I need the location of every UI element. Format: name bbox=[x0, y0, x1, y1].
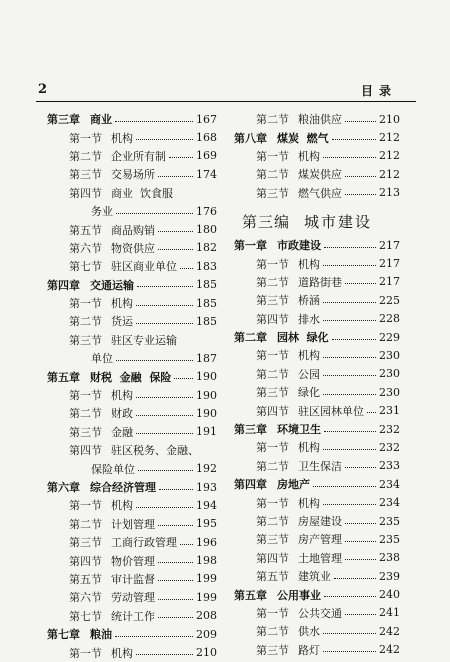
toc-entry-label: 第一节 bbox=[69, 389, 102, 403]
toc-entry-label: 第一节 bbox=[69, 297, 102, 311]
dot-leader bbox=[136, 433, 193, 434]
dot-leader bbox=[115, 636, 193, 637]
toc-entry-page: 183 bbox=[196, 259, 217, 273]
toc-entry-title: 机构 bbox=[111, 297, 133, 311]
dot-leader bbox=[323, 375, 376, 376]
toc-entry-label: 第三节 bbox=[256, 186, 289, 200]
dot-leader bbox=[345, 523, 376, 524]
toc-entry-title: 绿化 bbox=[298, 386, 320, 400]
toc-chapter-entry[interactable] bbox=[47, 625, 217, 643]
toc-section-entry[interactable] bbox=[234, 622, 400, 640]
toc-chapter-entry[interactable] bbox=[234, 328, 400, 346]
toc-entry-title: 机构 bbox=[298, 349, 320, 363]
dot-leader bbox=[345, 283, 376, 284]
toc-entry-title: 企业所有制 bbox=[111, 149, 166, 163]
toc-entry-title: 商业 饮食服 bbox=[111, 186, 173, 200]
dot-leader bbox=[136, 323, 193, 324]
toc-chapter-entry[interactable] bbox=[47, 276, 217, 294]
dot-leader bbox=[332, 339, 376, 340]
dot-leader bbox=[323, 157, 376, 158]
toc-entry-page: 169 bbox=[196, 149, 217, 163]
toc-entry-page: 234 bbox=[379, 496, 400, 510]
toc-entry-page: 185 bbox=[196, 314, 217, 328]
toc-section-entry[interactable] bbox=[234, 512, 400, 530]
toc-entry-label: 第三节 bbox=[256, 386, 289, 400]
toc-entry-title: 煤炭 燃气 bbox=[277, 131, 329, 145]
toc-entry-label: 第三节 bbox=[256, 643, 289, 657]
toc-entry-title: 土地管理 bbox=[298, 551, 342, 565]
toc-entry-page: 217 bbox=[379, 257, 400, 271]
toc-entry-page: 210 bbox=[196, 646, 217, 660]
toc-entry-page: 228 bbox=[379, 312, 400, 326]
toc-entry-title: 驻区专业运输 bbox=[111, 333, 177, 347]
toc-entry-label: 第一节 bbox=[69, 646, 102, 660]
toc-entry-page: 198 bbox=[196, 554, 217, 568]
toc-entry-label: 第五节 bbox=[256, 570, 289, 584]
dot-leader bbox=[136, 305, 193, 306]
toc-entry-page: 185 bbox=[196, 278, 217, 292]
toc-entry-label: 第三节 bbox=[69, 168, 102, 182]
dot-leader bbox=[345, 467, 376, 468]
dot-leader bbox=[115, 121, 193, 122]
dot-leader bbox=[323, 449, 376, 450]
toc-entry-title: 物价管理 bbox=[111, 554, 155, 568]
toc-entry-title: 务业 bbox=[91, 205, 113, 219]
dot-leader bbox=[158, 231, 193, 232]
toc-entry-page: 230 bbox=[379, 348, 400, 362]
toc-section-entry[interactable] bbox=[47, 165, 217, 183]
toc-entry-page: 225 bbox=[379, 293, 400, 307]
toc-chapter-entry[interactable] bbox=[234, 475, 400, 493]
toc-entry-title: 路灯 bbox=[298, 643, 320, 657]
toc-entry-label: 第三节 bbox=[256, 294, 289, 308]
toc-entry-label: 第六章 bbox=[47, 481, 80, 494]
toc-entry-page: 230 bbox=[379, 367, 400, 381]
toc-entry-page: 190 bbox=[196, 406, 217, 420]
toc-entry-label: 第四节 bbox=[256, 312, 289, 326]
toc-entry-page: 210 bbox=[379, 112, 400, 126]
toc-entry-title: 环境卫生 bbox=[277, 423, 321, 437]
toc-entry-label: 第三章 bbox=[234, 423, 267, 437]
toc-entry-title: 机构 bbox=[298, 441, 320, 455]
dot-leader bbox=[136, 415, 193, 416]
toc-entry-label: 第四节 bbox=[69, 554, 102, 568]
toc-entry-title: 公用事业 bbox=[277, 588, 321, 602]
toc-entry-title: 金融 bbox=[111, 425, 133, 439]
toc-section-entry[interactable] bbox=[234, 438, 400, 456]
toc-entry-title: 单位 bbox=[91, 352, 113, 366]
toc-entry-page: 229 bbox=[379, 330, 400, 344]
toc-entry-label: 第二节 bbox=[256, 275, 289, 289]
toc-entry-page: 192 bbox=[196, 462, 217, 476]
toc-section-entry[interactable] bbox=[47, 570, 217, 588]
toc-entry-title: 商业 bbox=[90, 113, 112, 127]
toc-entry-page: 187 bbox=[196, 351, 217, 365]
dot-leader bbox=[324, 247, 376, 248]
toc-section-entry[interactable] bbox=[47, 147, 217, 165]
toc-entry-page: 232 bbox=[379, 422, 400, 436]
toc-entry-page: 231 bbox=[379, 404, 400, 418]
dot-leader bbox=[169, 157, 193, 158]
toc-section-entry[interactable] bbox=[47, 386, 217, 404]
toc-section-entry[interactable] bbox=[47, 588, 217, 606]
toc-entry-title: 房地产 bbox=[277, 478, 310, 492]
dot-leader bbox=[137, 286, 193, 287]
dot-leader bbox=[158, 617, 193, 618]
toc-entry-label: 第二节 bbox=[256, 168, 289, 182]
toc-entry-page: 234 bbox=[379, 477, 400, 491]
toc-entry-title: 机构 bbox=[111, 499, 133, 513]
toc-entry-title: 公园 bbox=[298, 367, 320, 381]
dot-leader bbox=[158, 249, 193, 250]
toc-entry-title: 机构 bbox=[298, 257, 320, 271]
dot-leader bbox=[180, 544, 193, 545]
toc-chapter-entry[interactable] bbox=[47, 367, 217, 385]
toc-right-column bbox=[234, 110, 400, 659]
toc-section-entry[interactable] bbox=[234, 641, 400, 659]
toc-entry-page: 190 bbox=[196, 388, 217, 402]
toc-entry-label: 第三节 bbox=[69, 333, 102, 347]
toc-entry-page: 174 bbox=[196, 167, 217, 181]
toc-section-entry[interactable] bbox=[234, 110, 400, 128]
toc-section-entry[interactable] bbox=[234, 604, 400, 622]
toc-section-entry[interactable] bbox=[234, 291, 400, 309]
toc-section-entry[interactable] bbox=[47, 184, 217, 202]
dot-leader bbox=[158, 562, 193, 563]
dot-leader bbox=[158, 599, 193, 600]
toc-entry-title: 卫生保洁 bbox=[298, 459, 342, 473]
dot-leader bbox=[323, 265, 376, 266]
toc-entry-page: 235 bbox=[379, 514, 400, 528]
toc-entry-label: 第六节 bbox=[69, 241, 102, 255]
toc-entry-title: 驻区园林单位 bbox=[298, 404, 364, 418]
toc-cont-entry[interactable] bbox=[47, 459, 217, 477]
dot-leader bbox=[345, 541, 376, 542]
toc-entry-title: 供水 bbox=[298, 625, 320, 639]
toc-entry-label: 第四章 bbox=[234, 478, 267, 492]
toc-entry-label: 第四节 bbox=[256, 551, 289, 565]
running-head: 目录 bbox=[361, 84, 398, 98]
dot-leader bbox=[324, 431, 376, 432]
toc-entry-title: 统计工作 bbox=[111, 609, 155, 623]
toc-entry-label: 第一节 bbox=[69, 499, 102, 513]
toc-entry-title: 市政建设 bbox=[277, 239, 321, 253]
toc-entry-label: 第二节 bbox=[69, 315, 102, 329]
toc-entry-label: 第七节 bbox=[69, 260, 102, 274]
toc-entry-label: 第六节 bbox=[69, 591, 102, 605]
toc-entry-label: 第四章 bbox=[47, 278, 80, 292]
toc-section-entry[interactable] bbox=[234, 549, 400, 567]
toc-entry-page: 232 bbox=[379, 440, 400, 454]
toc-entry-label: 第一章 bbox=[234, 239, 267, 253]
dot-leader bbox=[323, 651, 376, 652]
header-rule bbox=[36, 101, 416, 102]
toc-entry-page: 238 bbox=[379, 551, 400, 565]
toc-entry-title: 房产管理 bbox=[298, 533, 342, 547]
toc-entry-title: 综合经济管理 bbox=[90, 481, 156, 494]
toc-entry-page: 241 bbox=[379, 606, 400, 620]
toc-section-entry[interactable] bbox=[234, 310, 400, 328]
toc-entry-page: 180 bbox=[196, 223, 217, 237]
dot-leader bbox=[323, 302, 376, 303]
toc-entry-title: 建筑业 bbox=[298, 570, 331, 584]
toc-entry-page: 240 bbox=[379, 588, 400, 602]
toc-left-column bbox=[47, 110, 217, 662]
toc-entry-page: 193 bbox=[196, 480, 217, 494]
toc-section-entry[interactable] bbox=[47, 220, 217, 238]
toc-entry-title: 道路街巷 bbox=[298, 275, 342, 289]
toc-entry-page: 212 bbox=[379, 131, 400, 145]
toc-entry-page: 168 bbox=[196, 131, 217, 145]
dot-leader bbox=[345, 559, 376, 560]
toc-entry-page: 209 bbox=[196, 627, 217, 641]
dot-leader bbox=[158, 525, 193, 526]
toc-entry-title: 驻区税务、金融、 bbox=[111, 444, 199, 458]
toc-entry-title: 机构 bbox=[111, 646, 133, 660]
toc-entry-label: 第二章 bbox=[234, 331, 267, 345]
toc-entry-label: 第五章 bbox=[234, 588, 267, 602]
toc-entry-label: 第四节 bbox=[256, 404, 289, 418]
dot-leader bbox=[136, 507, 193, 508]
toc-entry-page: 217 bbox=[379, 275, 400, 289]
dot-leader bbox=[158, 176, 193, 177]
toc-entry-label: 第一节 bbox=[256, 606, 289, 620]
toc-section-entry[interactable] bbox=[47, 423, 217, 441]
toc-section-entry[interactable] bbox=[234, 401, 400, 419]
toc-entry-title: 保险单位 bbox=[91, 462, 135, 476]
toc-chapter-entry[interactable] bbox=[234, 420, 400, 438]
toc-section-entry[interactable] bbox=[234, 147, 400, 165]
toc-entry-title: 物资供应 bbox=[111, 241, 155, 255]
dot-leader bbox=[323, 633, 376, 634]
toc-entry-title: 粮油供应 bbox=[298, 113, 342, 127]
toc-entry-page: 167 bbox=[196, 112, 217, 126]
dot-leader bbox=[323, 320, 376, 321]
dot-leader bbox=[345, 176, 376, 177]
toc-entry-page: 242 bbox=[379, 624, 400, 638]
dot-leader bbox=[323, 394, 376, 395]
toc-entry-title: 园林 绿化 bbox=[277, 331, 329, 345]
toc-entry-label: 第二节 bbox=[256, 515, 289, 528]
toc-entry-label: 第二节 bbox=[69, 407, 102, 421]
toc-entry-page: 190 bbox=[196, 370, 217, 384]
toc-entry-label: 第五节 bbox=[69, 572, 102, 586]
dot-leader bbox=[332, 139, 376, 140]
toc-entry-title: 财税 金融 保险 bbox=[90, 370, 172, 384]
toc-entry-title: 驻区商业单位 bbox=[111, 260, 177, 274]
toc-entry-title: 交通运输 bbox=[90, 278, 134, 292]
toc-entry-title: 机构 bbox=[111, 131, 133, 145]
toc-section-entry[interactable] bbox=[234, 457, 400, 475]
dot-leader bbox=[313, 486, 376, 487]
toc-entry-title: 审计监督 bbox=[111, 572, 155, 586]
dot-leader bbox=[345, 194, 376, 195]
toc-entry-title: 公共交通 bbox=[298, 606, 342, 620]
toc-entry-label: 第二节 bbox=[256, 459, 289, 473]
toc-section-entry[interactable] bbox=[234, 383, 400, 401]
toc-entry-title: 交易场所 bbox=[111, 168, 155, 182]
toc-entry-page: 217 bbox=[379, 238, 400, 252]
toc-entry-label: 第四节 bbox=[69, 186, 102, 200]
toc-entry-page: 212 bbox=[379, 149, 400, 163]
dot-leader bbox=[159, 489, 193, 490]
toc-entry-title: 计划管理 bbox=[111, 517, 155, 531]
dot-leader bbox=[116, 360, 193, 361]
toc-entry-title: 机构 bbox=[298, 496, 320, 510]
toc-entry-label: 第三编 bbox=[242, 213, 291, 232]
dot-leader bbox=[324, 596, 376, 597]
dot-leader bbox=[323, 357, 376, 358]
toc-section-entry[interactable] bbox=[234, 567, 400, 585]
toc-entry-title: 机构 bbox=[111, 389, 133, 403]
dot-leader bbox=[180, 268, 193, 269]
toc-entry-label: 第七章 bbox=[47, 628, 80, 642]
toc-entry-title: 排水 bbox=[298, 312, 320, 326]
toc-entry-label: 第三节 bbox=[69, 425, 102, 439]
toc-entry-page: 230 bbox=[379, 385, 400, 399]
toc-section-entry[interactable] bbox=[47, 257, 217, 275]
dot-leader bbox=[345, 614, 376, 615]
toc-section-entry[interactable] bbox=[234, 165, 400, 183]
toc-entry-label: 第一节 bbox=[256, 257, 289, 271]
dot-leader bbox=[138, 470, 193, 471]
toc-entry-title: 桥涵 bbox=[298, 294, 320, 308]
toc-entry-label: 第一节 bbox=[256, 441, 289, 455]
toc-entry-page: 199 bbox=[196, 572, 217, 586]
toc-entry-title: 煤炭供应 bbox=[298, 168, 342, 182]
toc-section-entry[interactable] bbox=[47, 128, 217, 146]
toc-entry-title: 机构 bbox=[298, 149, 320, 163]
toc-entry-page: 195 bbox=[196, 517, 217, 531]
toc-entry-label: 第一节 bbox=[256, 149, 289, 163]
dot-leader bbox=[334, 578, 376, 579]
toc-cont-entry[interactable] bbox=[47, 202, 217, 220]
toc-entry-label: 第一节 bbox=[69, 131, 102, 145]
toc-entry-title: 劳动管理 bbox=[111, 591, 155, 605]
toc-chapter-entry[interactable] bbox=[234, 585, 400, 603]
toc-cont-entry[interactable] bbox=[47, 349, 217, 367]
toc-section-entry[interactable] bbox=[234, 530, 400, 548]
toc-section-entry[interactable] bbox=[47, 533, 217, 551]
toc-section-entry[interactable] bbox=[47, 312, 217, 330]
dot-leader bbox=[116, 213, 193, 214]
toc-entry-label: 第三节 bbox=[256, 533, 289, 547]
toc-entry-page: 182 bbox=[196, 241, 217, 255]
dot-leader bbox=[174, 378, 193, 379]
toc-entry-page: 233 bbox=[379, 459, 400, 473]
toc-entry-page: 208 bbox=[196, 609, 217, 623]
toc-section-entry[interactable] bbox=[47, 607, 217, 625]
toc-entry-page: 213 bbox=[379, 186, 400, 200]
toc-section-entry[interactable] bbox=[234, 346, 400, 364]
toc-entry-label: 第一节 bbox=[256, 496, 289, 510]
toc-entry-page: 212 bbox=[379, 167, 400, 181]
toc-entry-title: 工商行政管理 bbox=[111, 536, 177, 550]
toc-entry-label: 第二节 bbox=[69, 149, 102, 163]
toc-section-entry[interactable] bbox=[47, 496, 217, 514]
toc-entry-title: 商品购销 bbox=[111, 223, 155, 237]
toc-entry-label: 第二节 bbox=[256, 113, 289, 127]
toc-chapter-entry[interactable] bbox=[234, 236, 400, 254]
toc-section-entry[interactable] bbox=[47, 643, 217, 661]
toc-chapter-entry[interactable] bbox=[47, 478, 217, 496]
toc-entry-label: 第二节 bbox=[69, 517, 102, 531]
toc-entry-title: 房屋建设 bbox=[298, 515, 342, 528]
dot-leader bbox=[158, 580, 193, 581]
toc-entry-page: 235 bbox=[379, 532, 400, 546]
toc-entry-page: 185 bbox=[196, 296, 217, 310]
dot-leader bbox=[136, 139, 193, 140]
page-number: 2 bbox=[38, 82, 48, 97]
toc-section-entry[interactable] bbox=[234, 493, 400, 511]
toc-entry-page: 196 bbox=[196, 535, 217, 549]
toc-section-entry[interactable] bbox=[47, 551, 217, 569]
toc-entry-title: 城市建设 bbox=[304, 213, 373, 232]
toc-entry-page: 176 bbox=[196, 204, 217, 218]
dot-leader bbox=[136, 397, 193, 398]
dot-leader bbox=[323, 504, 376, 505]
dot-leader bbox=[345, 121, 376, 122]
toc-section-entry[interactable] bbox=[47, 515, 217, 533]
toc-section-entry[interactable] bbox=[234, 254, 400, 272]
toc-entry-page: 194 bbox=[196, 498, 217, 512]
toc-entry-title: 财政 bbox=[111, 407, 133, 421]
toc-section-entry[interactable] bbox=[47, 404, 217, 422]
toc-entry-label: 第八章 bbox=[234, 131, 267, 145]
toc-entry-title: 燃气供应 bbox=[298, 186, 342, 200]
dot-leader bbox=[367, 412, 376, 413]
toc-section-entry[interactable] bbox=[47, 331, 217, 349]
toc-entry-label: 第五节 bbox=[69, 223, 102, 237]
toc-entry-label: 第三章 bbox=[47, 113, 80, 127]
toc-entry-label: 第七节 bbox=[69, 609, 102, 623]
toc-entry-title: 粮油 bbox=[90, 628, 112, 642]
toc-entry-label: 第二节 bbox=[256, 367, 289, 381]
toc-section-entry[interactable] bbox=[234, 184, 400, 202]
toc-entry-label: 第二节 bbox=[256, 625, 289, 639]
toc-entry-label: 第四节 bbox=[69, 444, 102, 458]
toc-section-entry[interactable] bbox=[234, 273, 400, 291]
toc-entry-page: 199 bbox=[196, 590, 217, 604]
toc-chapter-entry[interactable] bbox=[234, 128, 400, 146]
toc-entry-page: 239 bbox=[379, 569, 400, 583]
toc-entry-label: 第一节 bbox=[256, 349, 289, 363]
toc-part-entry[interactable] bbox=[234, 208, 400, 236]
toc-entry-label: 第三节 bbox=[69, 536, 102, 550]
toc-chapter-entry[interactable] bbox=[47, 110, 217, 128]
toc-section-entry[interactable] bbox=[47, 294, 217, 312]
toc-entry-page: 242 bbox=[379, 643, 400, 657]
toc-entry-page: 191 bbox=[196, 425, 217, 439]
toc-section-entry[interactable] bbox=[234, 365, 400, 383]
toc-entry-title: 货运 bbox=[111, 315, 133, 329]
dot-leader bbox=[136, 654, 193, 655]
toc-section-entry[interactable] bbox=[47, 441, 217, 459]
toc-entry-label: 第五章 bbox=[47, 370, 80, 384]
toc-section-entry[interactable] bbox=[47, 239, 217, 257]
